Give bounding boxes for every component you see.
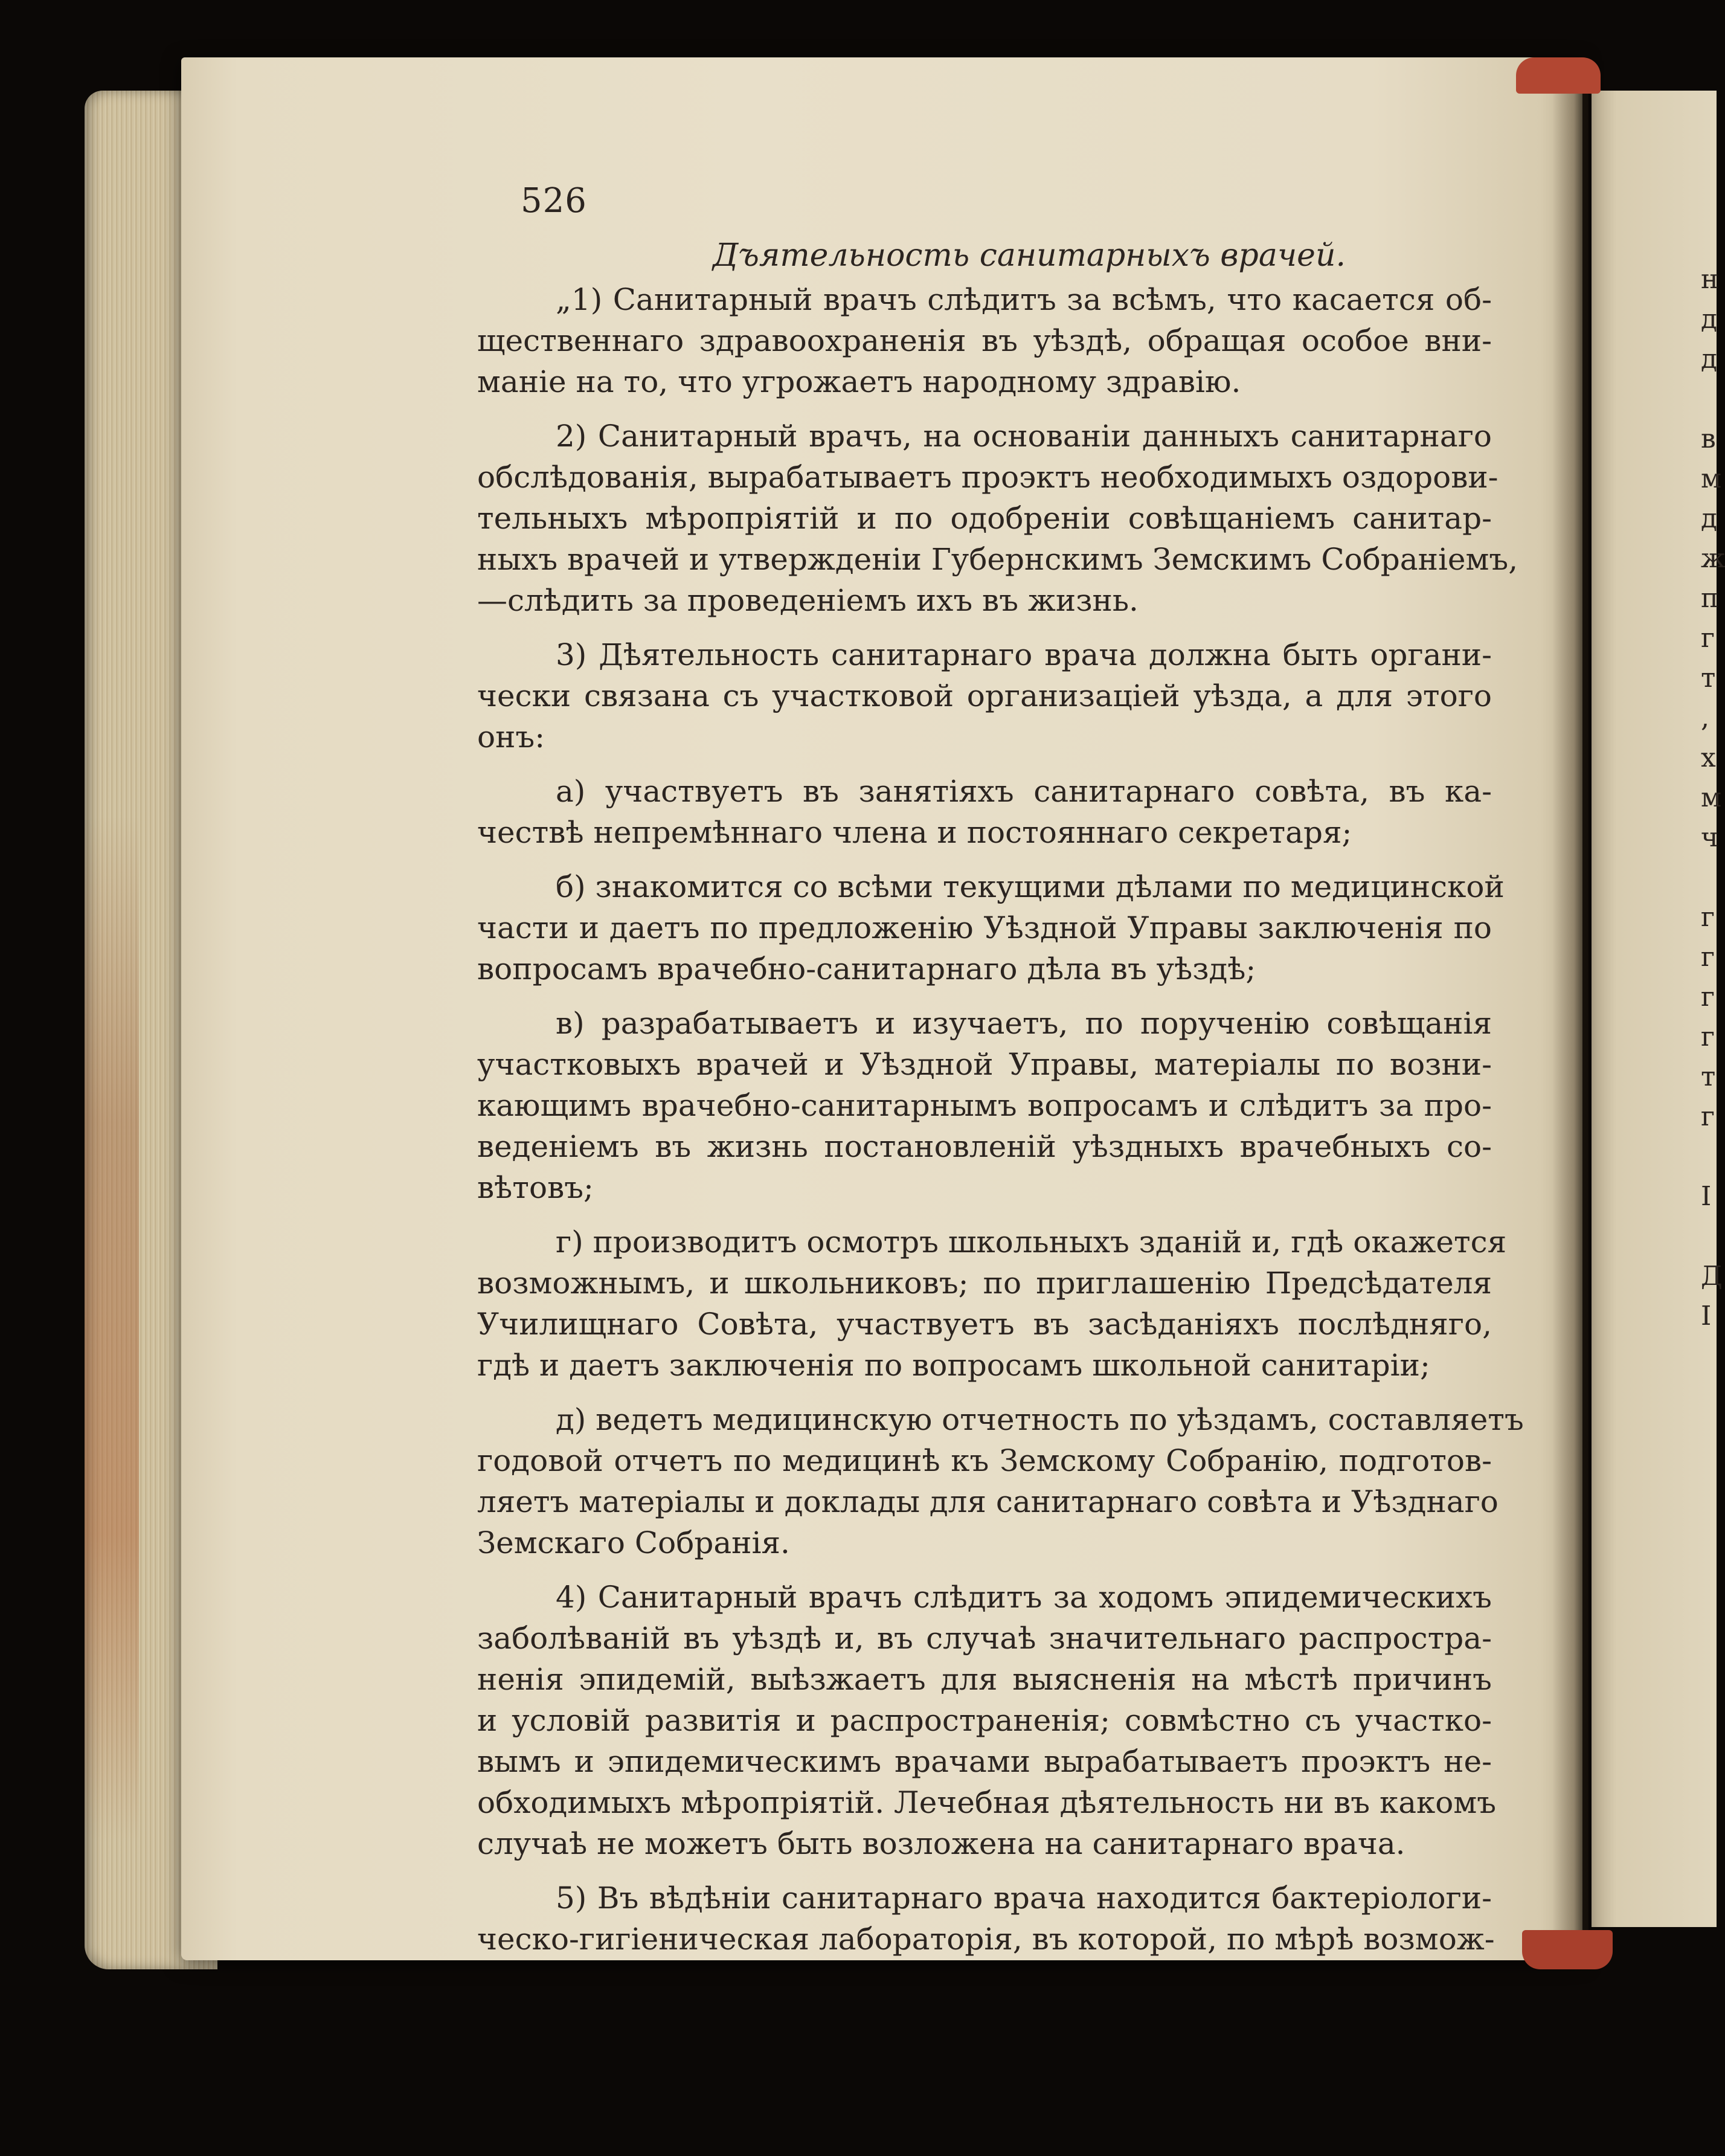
margin-letter: в xyxy=(1701,423,1716,454)
margin-letter: п xyxy=(1701,583,1719,614)
text-line: тельныхъ мѣропріятій и по одобреніи совѣщаніемъ санитар- xyxy=(477,501,1492,536)
margin-letter: , xyxy=(1701,703,1709,733)
margin-letter: м xyxy=(1701,782,1722,813)
text-line: в) разрабатываетъ и изучаетъ, по порученію совѣщанія xyxy=(556,1006,1492,1041)
bookmark-ribbon-bottom xyxy=(1522,1930,1613,1969)
margin-letter: х xyxy=(1701,742,1716,773)
text-line: и условій развитія и распространенія; совмѣстно съ участко- xyxy=(477,1703,1492,1738)
margin-letter xyxy=(1701,1217,1721,1257)
text-line: вымъ и эпидемическимъ врачами вырабатываетъ проэктъ не- xyxy=(477,1744,1492,1779)
margin-letter: н xyxy=(1701,264,1719,295)
text-line: маніе на то, что угрожаетъ народному здравію. xyxy=(477,364,1241,399)
text-line: д) ведетъ медицинскую отчетность по уѣздамъ, составляетъ xyxy=(556,1402,1524,1437)
margin-letter: г xyxy=(1701,982,1715,1012)
subitem-v xyxy=(477,1003,1492,1208)
margin-letter: ж xyxy=(1701,543,1725,574)
text-line: обслѣдованія, вырабатываетъ проэктъ необходимыхъ оздорови- xyxy=(477,460,1499,495)
text-line: части и даетъ по предложенію Уѣздной Управы заключенія по xyxy=(477,910,1492,945)
paragraph-3 xyxy=(477,634,1492,758)
page-number: 526 xyxy=(521,181,587,220)
bookmark-ribbon-top xyxy=(1516,57,1601,94)
margin-letter: Д xyxy=(1701,1261,1723,1292)
margin-letter: г xyxy=(1701,1101,1715,1132)
text-line: а) участвуетъ въ занятіяхъ санитарнаго совѣта, въ ка- xyxy=(556,774,1492,809)
margin-letter: д xyxy=(1701,344,1718,375)
margin-letter: г xyxy=(1701,942,1715,973)
margin-letter: д xyxy=(1701,503,1718,534)
margin-letter: г xyxy=(1701,902,1715,933)
text-line: случаѣ не можетъ быть возложена на санитарнаго врача. xyxy=(477,1826,1405,1861)
margin-letter: т xyxy=(1701,1061,1716,1092)
paragraph-5 xyxy=(477,1878,1495,1960)
text-line: обходимыхъ мѣропріятій. Лечебная дѣятельность ни въ какомъ xyxy=(477,1785,1497,1820)
margin-letter: т xyxy=(1701,663,1716,693)
margin-letter xyxy=(1701,1137,1721,1177)
subitem-b xyxy=(477,866,1505,990)
paragraph-4 xyxy=(477,1577,1497,1864)
section-heading: Дъятельность санитарныхъ врачей. xyxy=(713,237,1346,274)
text-line: вѣтовъ; xyxy=(477,1170,594,1205)
margin-letter: І xyxy=(1701,1181,1712,1212)
text-line: —слѣдить за проведеніемъ ихъ въ жизнь. xyxy=(477,583,1139,618)
page-text xyxy=(477,175,1524,1960)
text-line: ненія эпидемій, выѣзжаетъ для выясненія на мѣстѣ причинъ xyxy=(477,1662,1492,1697)
text-line: чески связана съ участковой организаціей уѣзда, а для этого xyxy=(477,678,1492,713)
text-line: 2) Санитарный врачъ, на основаніи данныхъ санитарнаго xyxy=(556,419,1492,454)
text-line: возможнымъ, и школьниковъ; по приглашенію Предсѣдателя xyxy=(477,1266,1492,1301)
text-line: веденіемъ въ жизнь постановленій уѣздныхъ врачебныхъ со- xyxy=(477,1129,1492,1164)
text-line: вопросамъ врачебно-санитарнаго дѣла въ уѣздѣ; xyxy=(477,951,1256,986)
text-line: 3) Дѣятельность санитарнаго врача должна быть органи- xyxy=(556,637,1492,672)
margin-letter xyxy=(1701,379,1721,419)
margin-letter: м xyxy=(1701,463,1722,494)
margin-letter: І xyxy=(1701,1301,1712,1331)
text-line: кающимъ врачебно-санитарнымъ вопросамъ и слѣдитъ за про- xyxy=(477,1088,1492,1123)
text-line: Земскаго Собранія. xyxy=(477,1525,790,1560)
text-line: годовой отчетъ по медицинѣ къ Земскому Собранію, подготов- xyxy=(477,1443,1492,1478)
facing-page xyxy=(1592,91,1717,1927)
text-line: „1) Санитарный врачъ слѣдитъ за всѣмъ, что касается об- xyxy=(556,282,1492,317)
margin-letter: г xyxy=(1701,623,1715,654)
text-line: 4) Санитарный врачъ слѣдитъ за ходомъ эпидемическихъ xyxy=(556,1580,1492,1615)
text-line: г) производитъ осмотръ школьныхъ зданій и, гдѣ окажется xyxy=(556,1224,1507,1260)
page-edge-stain xyxy=(85,816,139,1842)
subitem-a xyxy=(477,771,1492,853)
text-line: 5) Въ вѣдѣніи санитарнаго врача находится бактеріологи- xyxy=(556,1881,1492,1916)
margin-letter: д xyxy=(1701,304,1718,335)
margin-letter: ч xyxy=(1701,822,1719,853)
subitem-g xyxy=(477,1221,1507,1386)
text-line: гдѣ и даетъ заключенія по вопросамъ школьной санитаріи; xyxy=(477,1348,1430,1383)
text-line: онъ: xyxy=(477,719,545,755)
paragraph-1 xyxy=(477,279,1492,402)
facing-page-text-fragments xyxy=(1701,260,1725,1336)
text-line: б) знакомится со всѣми текущими дѣлами по медицинской xyxy=(556,869,1505,904)
text-line: чествѣ непремѣннаго члена и постояннаго секретаря; xyxy=(477,815,1352,850)
margin-letter xyxy=(1701,858,1721,898)
margin-letter: г xyxy=(1701,1022,1715,1052)
text-line: заболѣваній въ уѣздѣ и, въ случаѣ значительнаго распростра- xyxy=(477,1621,1492,1656)
text-line: ныхъ врачей и утвержденіи Губернскимъ Земскимъ Собраніемъ, xyxy=(477,542,1518,577)
paragraph-2 xyxy=(477,416,1518,621)
subitem-d xyxy=(477,1399,1524,1563)
text-line: щественнаго здравоохраненія въ уѣздѣ, обращая особое вни- xyxy=(477,323,1492,358)
text-line: Училищнаго Совѣта, участвуетъ въ засѣданіяхъ послѣдняго, xyxy=(477,1307,1492,1342)
text-line: участковыхъ врачей и Уѣздной Управы, матеріалы по возни- xyxy=(477,1047,1492,1082)
page-gutter-shadow xyxy=(1552,72,1588,1951)
text-line: ляетъ матеріалы и доклады для санитарнаго совѣта и Уѣзднаго xyxy=(477,1484,1499,1519)
text-line: ческо-гигіеническая лабораторія, въ которой, по мѣрѣ возмож- xyxy=(477,1922,1495,1957)
